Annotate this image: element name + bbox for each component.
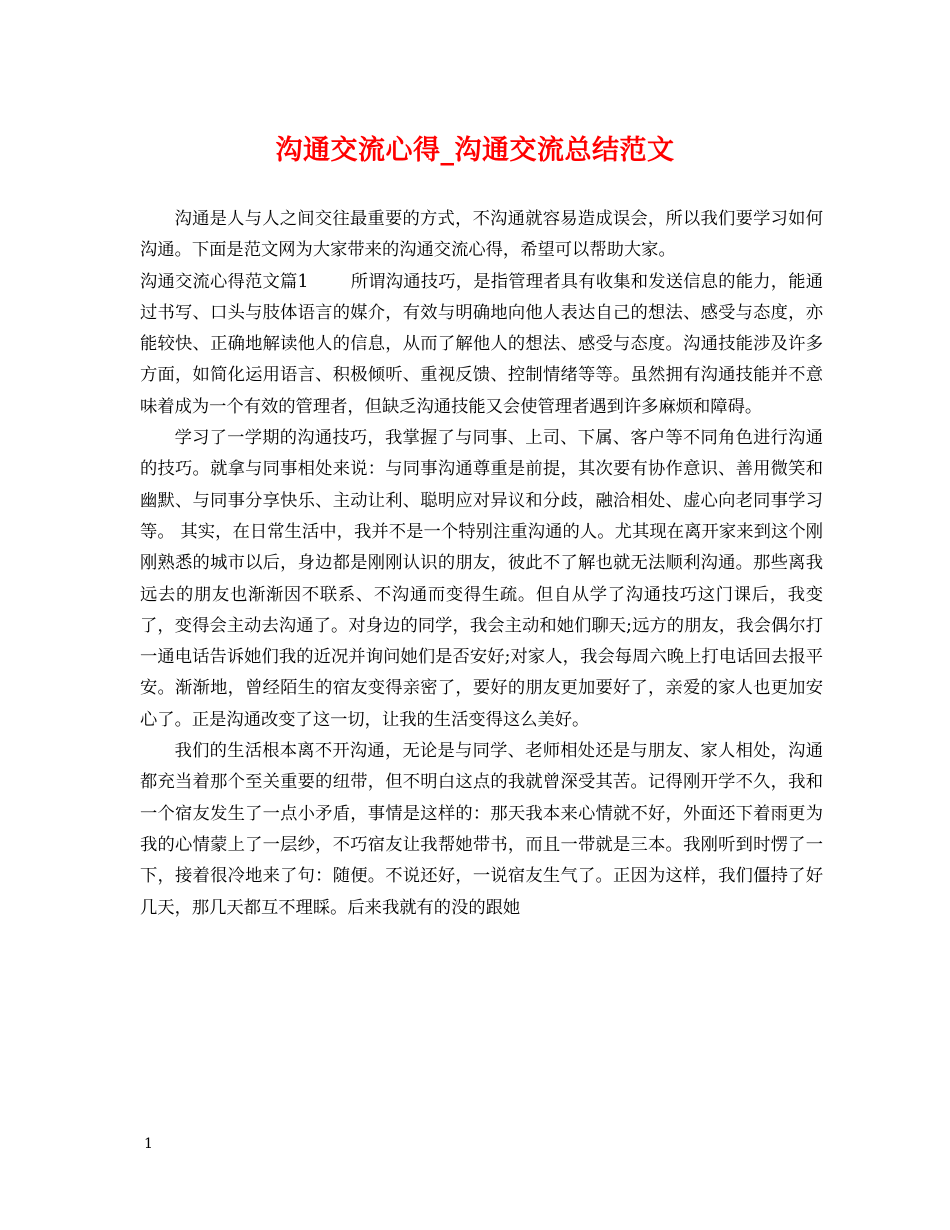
section-paragraph: [140, 267, 823, 423]
document-title: 沟通交流心得_沟通交流总结范文: [275, 135, 675, 166]
body-paragraph-1: 学习了一学期的沟通技巧，我掌握了与同事、上司、下属、客户等不同角色进行沟通的技巧。就拿与同事相处来说：与同事沟通尊重是前提，其次要有协作意识、善用微笑和幽默、与同事分享快乐、主动让利、聪明应对异议和分歧，融洽相处、虚心向老同事学习等。 其实，在日常生活中，我并不是一个特别注重沟通的人。尤其现在离开家来到这个刚刚熟悉的城市以后，身边都是刚刚认识的朋友，彼此不了解也就无法顺利沟通。那些离我远去的朋友也渐渐因不联系、不沟通而变得生疏。但自从学了沟通技巧这门课后，我变了，变得会主动去沟通了。对身边的同学，我会主动和她们聊天;远方的朋友，我会偶尔打一通电话告诉她们我的近况并询问她们是否安好;对家人，我会每周六晚上打电话回去报平安。渐渐地，曾经陌生的宿友变得亲密了，要好的朋友更加要好了，亲爱的家人也更加安心了。正是沟通改变了这一切，让我的生活变得这么美好。: [140, 428, 823, 730]
section-label: 沟通交流心得范文篇1: [140, 271, 309, 292]
body-paragraph-2: 我们的生活根本离不开沟通，无论是与同学、老师相处还是与朋友、家人相处，沟通都充当着那个至关重要的纽带，但不明白这点的我就曾深受其苦。记得刚开学不久，我和一个宿友发生了一点小矛盾，事情是这样的：那天我本来心情就不好，外面还下着雨更为我的心情蒙上了一层纱，不巧宿友让我帮她带书，而且一带就是三本。我刚听到时愣了一下，接着很冷地来了句：随便。不说还好，一说宿友生气了。正因为这样，我们僵持了好几天，那几天都互不理睬。后来我就有的没的跟她: [140, 741, 823, 918]
section-text: 所谓沟通技巧，是指管理者具有收集和发送信息的能力，能通过书写、口头与肢体语言的媒介，有效与明确地向他人表达自己的想法、感受与态度，亦能较快、正确地解读他人的信息，从而了解他人的想法、感受与态度。沟通技能涉及许多方面，如简化运用语言、积极倾听、重视反馈、控制情绪等等。虽然拥有沟通技能并不意味着成为一个有效的管理者，但缺乏沟通技能又会使管理者遇到许多麻烦和障碍。: [140, 271, 823, 417]
document-body: [140, 204, 823, 924]
intro-paragraph: 沟通是人与人之间交往最重要的方式，不沟通就容易造成误会，所以我们要学习如何沟通。下面是范文网为大家带来的沟通交流心得，希望可以帮助大家。: [140, 209, 823, 261]
page-number: 1: [144, 1136, 153, 1152]
